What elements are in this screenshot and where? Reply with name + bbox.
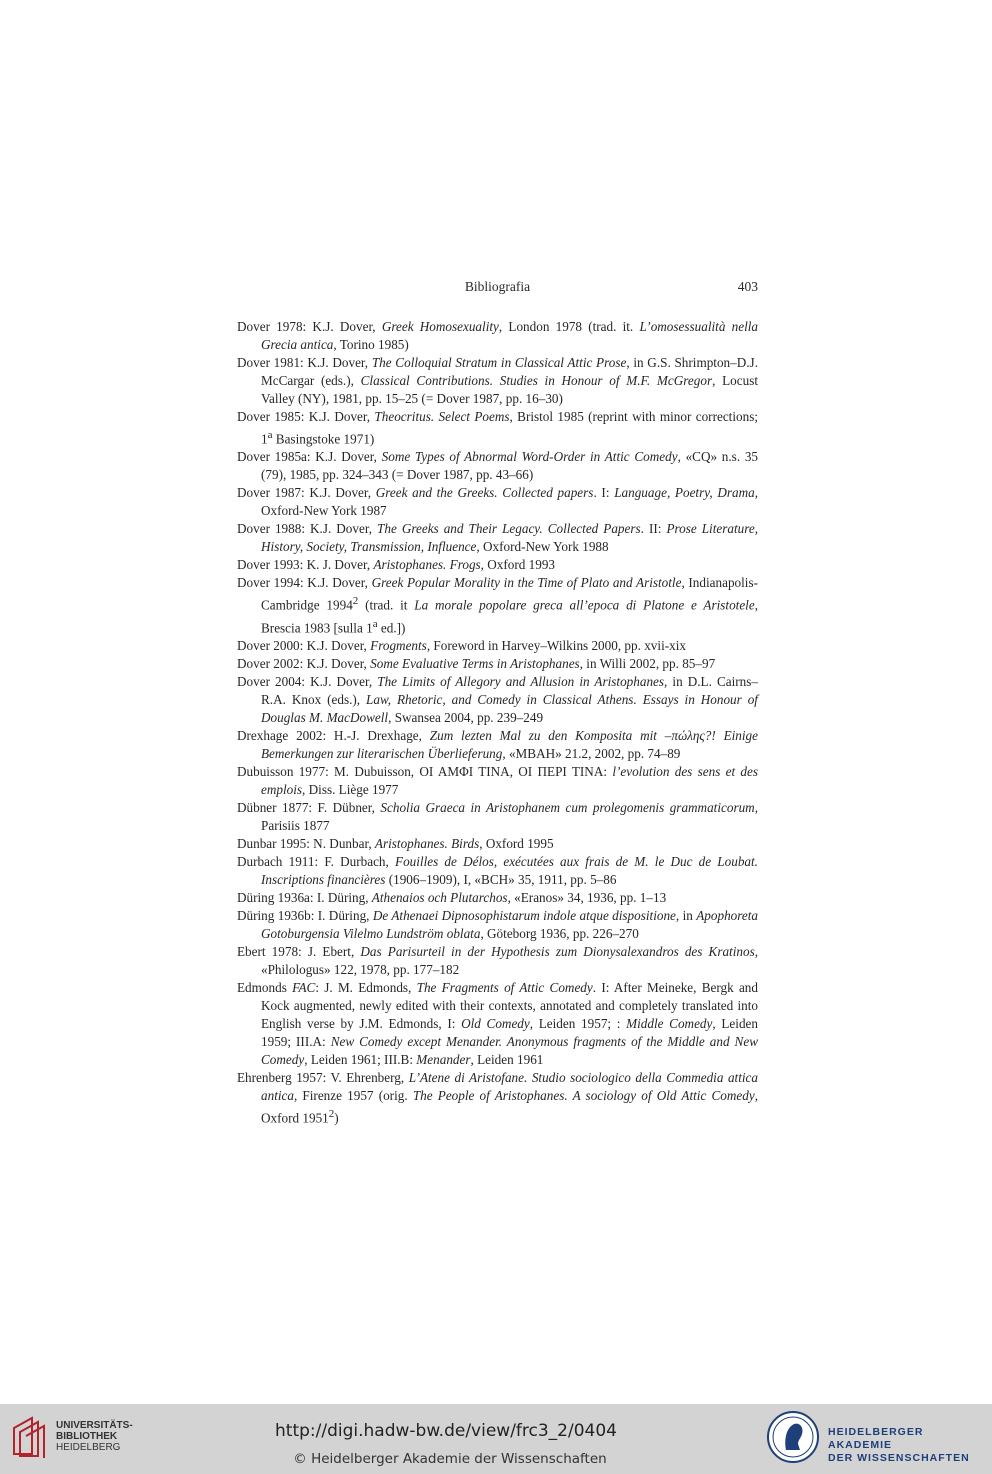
academy-logo-line: DER WISSENSCHAFTEN <box>828 1452 970 1464</box>
bibliography-entry: Dover 2002: K.J. Dover, Some Evaluative Terms in Aristophanes, in Willi 2002, pp. 85–97 <box>237 656 716 672</box>
academy-logo[interactable] <box>766 1410 986 1466</box>
bibliography-entry: Dover 2004: K.J. Dover, The Limits of Allegory and Allusion in Aristophanes, in D.L. Cairns–R.A. Knox (eds.), Law, Rhetoric, and Comedy in Classical Athens. Essays in Honour of Douglas M. MacDowell, Swansea 2004, pp. 239–249 <box>237 674 758 726</box>
bibliography-entry: Dover 1993: K. J. Dover, Aristophanes. Frogs, Oxford 1993 <box>237 557 556 573</box>
copyright-notice: © Heidelberger Akademie der Wissenschaften <box>293 1451 607 1467</box>
bibliography-list <box>237 318 758 1128</box>
footer-bar <box>0 1404 992 1474</box>
bibliography-entry: Dover 2000: K.J. Dover, Frogments, Foreword in Harvey–Wilkins 2000, pp. xvii-xix <box>237 638 686 654</box>
bibliography-entry: Dover 1988: K.J. Dover, The Greeks and Their Legacy. Collected Papers. II: Prose Literature, History, Society, Transmission, Influence, Oxford-New York 1988 <box>237 521 759 555</box>
library-logo-line: HEIDELBERG <box>56 1442 121 1453</box>
bibliography-entry: Dover 1978: K.J. Dover, Greek Homosexuality, London 1978 (trad. it. L’omosessualità nella Grecia antica, Torino 1985) <box>237 319 759 352</box>
academy-logo-line: HEIDELBERGER AKADEMIE <box>828 1426 924 1451</box>
bibliography-entry: Düring 1936a: I. Düring, Athenaios och Plutarchos, «Eranos» 34, 1936, pp. 1–13 <box>237 890 667 906</box>
bibliography-entry: Dover 1994: K.J. Dover, Greek Popular Morality in the Time of Plato and Aristotle, Indianapolis-Cambridge 1994$^2$ (trad. it La morale popolare greca all’epoca di Platone e Aristotele, Brescia 1983 [sulla 1$^a$ ed.]) <box>237 575 758 636</box>
permalink-url[interactable]: http://digi.hadw-bw.de/view/frc3_2/0404 <box>275 1421 617 1441</box>
bibliography-entry: Durbach 1911: F. Durbach, Fouilles de Délos, exécutées aux frais de M. le Duc de Loubat. Inscriptions financières (1906–1909), I, «BCH» 35, 1911, pp. 5–86 <box>237 854 758 888</box>
bibliography-entry: Dubuisson 1977: M. Dubuisson, ΟΙ ΑΜΦΙ ΤΙΝΑ, ΟΙ ΠΕΡΙ ΤΙΝΑ: l’evolution des sens et des emplois, Diss. Liège 1977 <box>237 764 759 798</box>
bibliography-entry: Dübner 1877: F. Dübner, Scholia Graeca in Aristophanem cum prolegomenis grammaticorum, Parisiis 1877 <box>237 800 758 834</box>
bibliography-entry: Edmonds FAC: J. M. Edmonds, The Fragments of Attic Comedy. I: After Meineke, Bergk and Kock augmented, newly edited with their contexts, annotated and completely translated into English verse by J.M. Edmonds, I: Old Comedy, Leiden 1957; : Middle Comedy, Leiden 1959; III.A: New Comedy except Menander. Anonymous fragments of the Middle and New Comedy, Leiden 1961; III.B: Menander, Leiden 1961 <box>237 980 758 1068</box>
academy-seal-icon <box>766 1410 820 1464</box>
bibliography-entry: Düring 1936b: I. Düring, De Athenaei Dipnosophistarum indole atque dispositione, in Apophoreta Gotoburgensia Vilelmo Lundström oblata, Göteborg 1936, pp. 226–270 <box>237 908 759 942</box>
academy-logo-text <box>828 1426 986 1465</box>
bibliography-entry: Dunbar 1995: N. Dunbar, Aristophanes. Birds, Oxford 1995 <box>237 836 554 852</box>
page-number: 403 <box>737 279 758 294</box>
bibliography-entry: Ehrenberg 1957: V. Ehrenberg, L’Atene di Aristofane. Studio sociologico della Commedia attica antica, Firenze 1957 (orig. The People of Aristophanes. A sociology of Old Attic Comedy, Oxford 1951$^2$) <box>237 1070 758 1126</box>
bibliography-entry: Dover 1985: K.J. Dover, Theocritus. Select Poems, Bristol 1985 (reprint with minor corrections; 1$^a$ Basingstoke 1971) <box>237 409 758 447</box>
bibliography-entry: Ebert 1978: J. Ebert, Das Parisurteil in der Hypothesis zum Dionysalexandros des Kratinos, «Philologus» 122, 1978, pp. 177–182 <box>237 944 758 978</box>
bibliography-entry: Dover 1985a: K.J. Dover, Some Types of Abnormal Word-Order in Attic Comedy, «CQ» n.s. 35 (79), 1985, pp. 324–343 (= Dover 1987, pp. 43–66) <box>237 449 759 483</box>
running-head <box>237 279 758 299</box>
bibliography-entry: Dover 1987: K.J. Dover, Greek and the Greeks. Collected papers. I: Language, Poetry, Drama, Oxford-New York 1987 <box>237 485 759 519</box>
bibliography-entry: Dover 1981: K.J. Dover, The Colloquial Stratum in Classical Attic Prose, in G.S. Shrimpton–D.J. McCargar (eds.), Classical Contributions. Studies in Honour of M.F. McGregor, Locust Valley (NY), 1981, pp. 15–25 (= Dover 1987, pp. 16–30) <box>237 355 758 406</box>
library-logo-line: UNIVERSITÄTS- <box>56 1420 133 1431</box>
bibliography-entry: Drexhage 2002: H.-J. Drexhage, Zum lezten Mal zu den Komposita mit –πώλης?! Einige Bemerkungen zur literarischen Überlieferung, «MBAH» 21.2, 2002, pp. 74–89 <box>237 728 758 762</box>
library-logo-line: BIBLIOTHEK <box>56 1431 118 1442</box>
running-head-title: Bibliografia <box>464 279 531 294</box>
